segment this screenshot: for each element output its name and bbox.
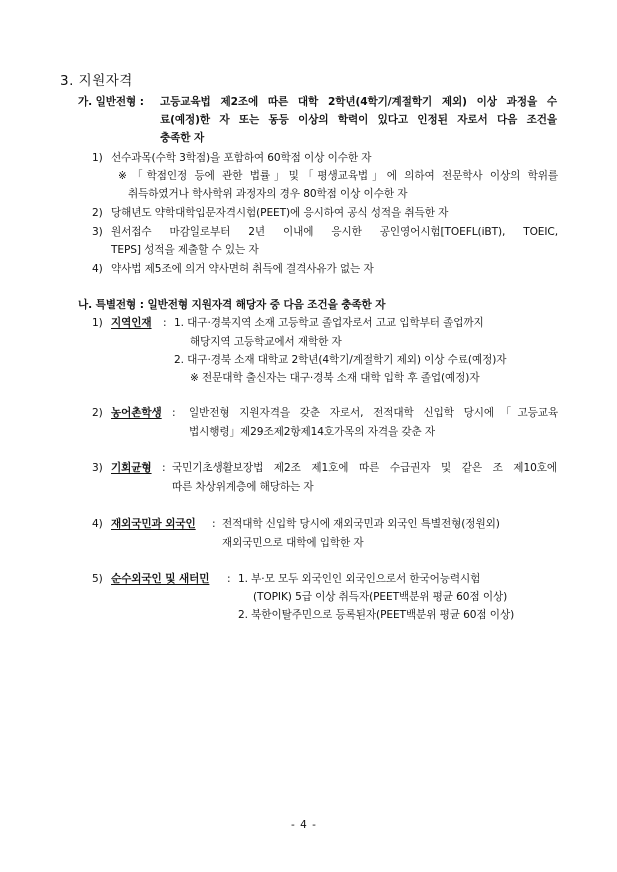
general-intro-line: 고등교육법 제2조에 따른 대학 2학년(4학기/계절학기 제외) 이상 과정을 수: [160, 96, 557, 108]
general-item-text: 원서접수 마감일로부터 2년 이내에 응시한 공인영어시험[TOEFL(iBT), TOEIC,: [111, 226, 558, 238]
special-item-number: 5): [92, 573, 103, 585]
special-item-line: 재외국민으로 대학에 입학한 자: [222, 537, 364, 549]
special-item-title: 농어촌학생: [111, 407, 162, 419]
special-item-line: 2. 북한이탈주민으로 등록된자(PEET백분위 평균 60점 이상): [238, 609, 515, 621]
special-item-title: 재외국민과 외국인: [111, 518, 196, 530]
section-title: 3. 지원자격: [60, 73, 133, 89]
general-item-number: 1): [92, 152, 103, 164]
general-item-text: TEPS] 성적을 제출할 수 있는 자: [111, 244, 259, 256]
general-intro-line: 료(예정)한 자 또는 동등 이상의 학력이 있다고 인정된 자로서 다음 조건을: [160, 114, 557, 126]
special-item-line: (TOPIK) 5급 이상 취득자(PEET백분위 평균 60점 이상): [253, 591, 508, 603]
note-mark: ※: [118, 170, 127, 182]
general-intro-line: 충족한 자: [160, 132, 205, 144]
special-item-number: 1): [92, 317, 103, 329]
separator: :: [227, 573, 231, 585]
special-item-line: 법시행령」제29조제2항제14호가목의 자격을 갖춘 자: [189, 426, 436, 438]
special-item-line: 따른 차상위계층에 해당하는 자: [172, 481, 314, 493]
special-item-number: 3): [92, 462, 103, 474]
general-item-text: 약사법 제5조에 의거 약사면허 취득에 결격사유가 없는 자: [111, 263, 374, 275]
special-item-line: 2. 대구·경북 소재 대학교 2학년(4학기/계절학기 제외) 이상 수료(예정)자: [174, 354, 507, 366]
special-item-line: 해당지역 고등학교에서 재학한 자: [190, 336, 342, 348]
general-item-text: 취득하였거나 학사학위 과정자의 경우 80학점 이상 이수한 자: [128, 188, 408, 200]
general-item-text: 「학점인정 등에 관한 법률」및「평생교육법」에 의하여 전문학사 이상의 학위를: [132, 170, 558, 182]
special-item-line: 일반전형 지원자격을 갖춘 자로서, 전적대학 신입학 당시에「고등교육: [189, 407, 558, 419]
special-item-title: 기회균형: [111, 462, 152, 474]
special-item-line: 전적대학 신입학 당시에 재외국민과 외국인 특별전형(정원외): [222, 518, 500, 530]
special-item-number: 4): [92, 518, 103, 530]
special-item-line: ※ 전문대학 출신자는 대구·경북 소재 대학 입학 후 졸업(예정)자: [190, 372, 480, 384]
separator: :: [163, 317, 167, 329]
special-item-title: 순수외국인 및 새터민: [111, 573, 210, 585]
separator: :: [172, 407, 176, 419]
general-item-number: 2): [92, 207, 103, 219]
special-item-number: 2): [92, 407, 103, 419]
general-label: 가. 일반전형 :: [78, 96, 144, 108]
general-item-number: 3): [92, 226, 103, 238]
general-item-number: 4): [92, 263, 103, 275]
page-number: - 4 -: [291, 819, 317, 831]
special-heading: 나. 특별전형 : 일반전형 지원자격 해당자 중 다음 조건을 충족한 자: [78, 299, 386, 311]
special-item-line: 1. 부·모 모두 외국인인 외국인으로서 한국어능력시험: [238, 573, 481, 585]
special-item-title: 지역인재: [111, 317, 152, 329]
separator: :: [162, 462, 166, 474]
separator: :: [212, 518, 216, 530]
special-item-line: 1. 대구·경북지역 소재 고등학교 졸업자로서 고교 입학부터 졸업까지: [174, 317, 484, 329]
special-item-line: 국민기초생활보장법 제2조 제1호에 따른 수급권자 및 같은 조 제10호에: [172, 462, 557, 474]
general-item-text: 당해년도 약학대학입문자격시험(PEET)에 응시하여 공식 성적을 취득한 자: [111, 207, 449, 219]
general-item-text: 선수과목(수학 3학점)을 포함하여 60학점 이상 이수한 자: [111, 152, 372, 164]
